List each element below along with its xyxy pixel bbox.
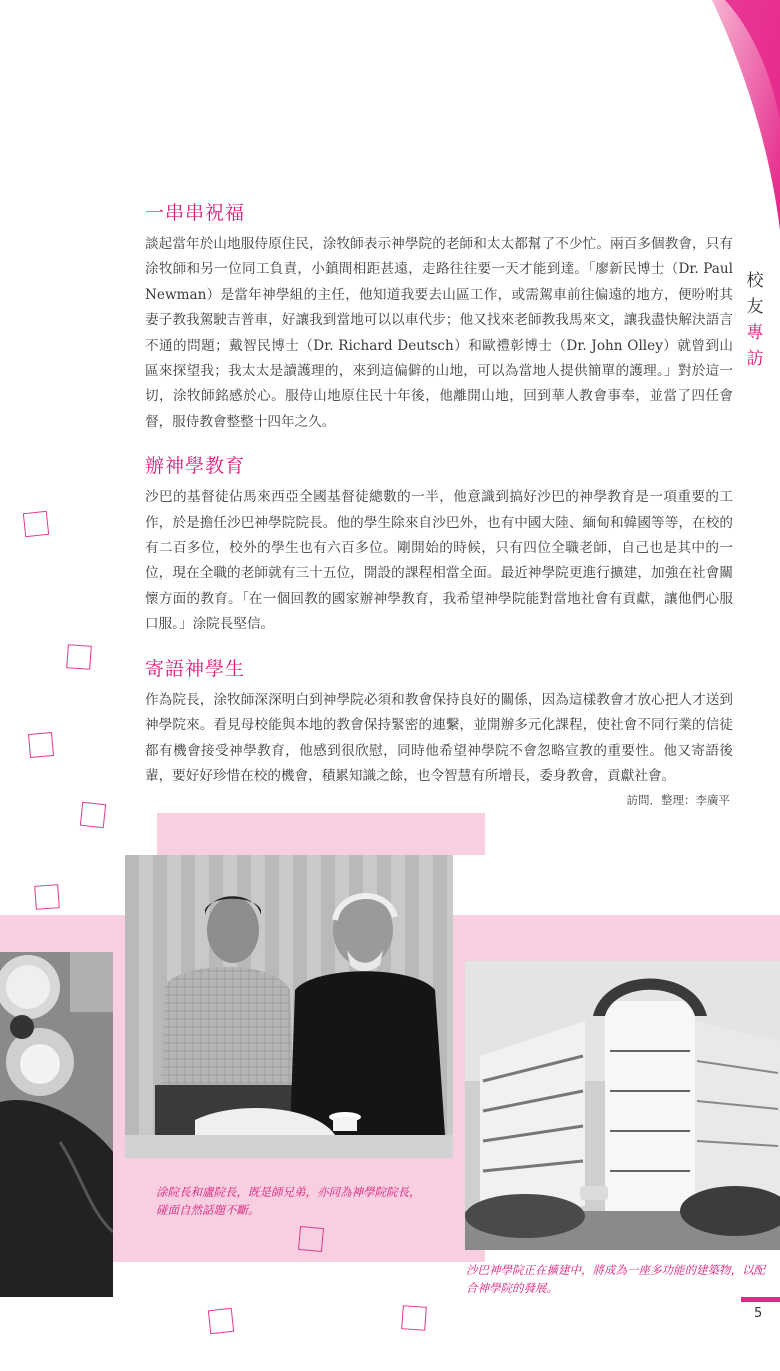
- meeting-photo: [125, 855, 453, 1158]
- decorative-square: [23, 511, 49, 537]
- building-photo-caption: 沙巴神學院正在擴建中，將成為一座多功能的建築物，以配合神學院的發展。: [466, 1263, 765, 1295]
- section-heading: 一串串祝福: [145, 202, 246, 224]
- section-label: [742, 268, 768, 372]
- section-label-char: 專: [746, 323, 764, 343]
- section-label-char: 友: [746, 297, 764, 317]
- building-photo: [465, 961, 780, 1250]
- section-paragraph: 沙巴的基督徒佔馬來西亞全國基督徒總數的一半，他意識到搞好沙巴的神學教育是一項重要的工作，於是擔任沙巴神學院院長。他的學生除來自沙巴外，也有中國大陸、緬甸和韓國等等，在校的有二百多位，校外的學生也有六百多位。剛開始的時候，只有四位全職老師，自己也是其中的一位，現在全職的老師就有三十五位，開設的課程相當全面。最近神學院更進行擴建，加強在社會關懷方面的教育。「在一個回教的國家辦神學教育，我希望神學院能對當地社會有貢獻，讓他們心服口服。」涂院長堅信。: [145, 489, 733, 633]
- decorative-square: [66, 644, 92, 670]
- section-label-char: 訪: [746, 349, 764, 369]
- decorative-square: [28, 732, 54, 758]
- interview-credit: 訪問．整理：李廣平: [626, 793, 730, 807]
- pink-panel: [157, 813, 485, 855]
- section-paragraph: 談起當年於山地服侍原住民，涂牧師表示神學院的老師和太太都幫了不少忙。兩百多個教會，只有涂牧師和另一位同工負責，小鎮間相距甚遠，走路往往要一天才能到達。「廖新民博士（Dr. Paul Newman）是當年神學組的主任，他知道我要去山區工作，或需駕車前往偏遠的地方，便吩咐其妻子教我駕駛吉普車，好讓我到當地可以以車代步；他又找來老師教我馬來文，讓我盡快解決語言不通的問題；戴智民博士（Dr. Richard Deutsch）和歐禮彰博士（Dr. John Olley）就曾到山區來探望我；我太太是讀護理的，來到這偏僻的山地，可以為當地人提供簡單的護理。」對於這一切，涂牧師銘感於心。服侍山地原住民十年後，他離開山地，回到華人教會事奉，並當了四任會督，服侍教會整整十四年之久。: [145, 236, 733, 430]
- decorative-square: [80, 802, 106, 828]
- page-number: 5: [754, 1306, 763, 1321]
- page-number-bar: [741, 1297, 780, 1302]
- students-photo: [0, 952, 113, 1297]
- decorative-square: [401, 1305, 427, 1331]
- meeting-photo-caption: 涂院長和盧院長，既是師兄弟，亦同為神學院院長，碰面自然話題不斷。: [156, 1185, 421, 1217]
- decorative-square: [34, 884, 60, 910]
- section-paragraph: 作為院長，涂牧師深深明白到神學院必須和教會保持良好的關係，因為這樣教會才放心把人才送到神學院來。看見母校能與本地的教會保持緊密的連繫，並開辦多元化課程，使社會不同行業的信徒都有機會接受神學教育，他感到很欣慰，同時他希望神學院不會忽略宣教的重要性。他又寄語後輩，要好好珍惜在校的機會，積累知識之餘，也令智慧有所增長，委身教會，貢獻社會。: [145, 691, 733, 784]
- section-label-char: 校: [746, 271, 764, 291]
- decorative-square: [208, 1308, 234, 1334]
- section-heading: 寄語神學生: [145, 657, 246, 680]
- section-heading: 辦神學教育: [145, 455, 246, 478]
- decorative-square: [298, 1226, 324, 1252]
- article-body: [145, 200, 733, 807]
